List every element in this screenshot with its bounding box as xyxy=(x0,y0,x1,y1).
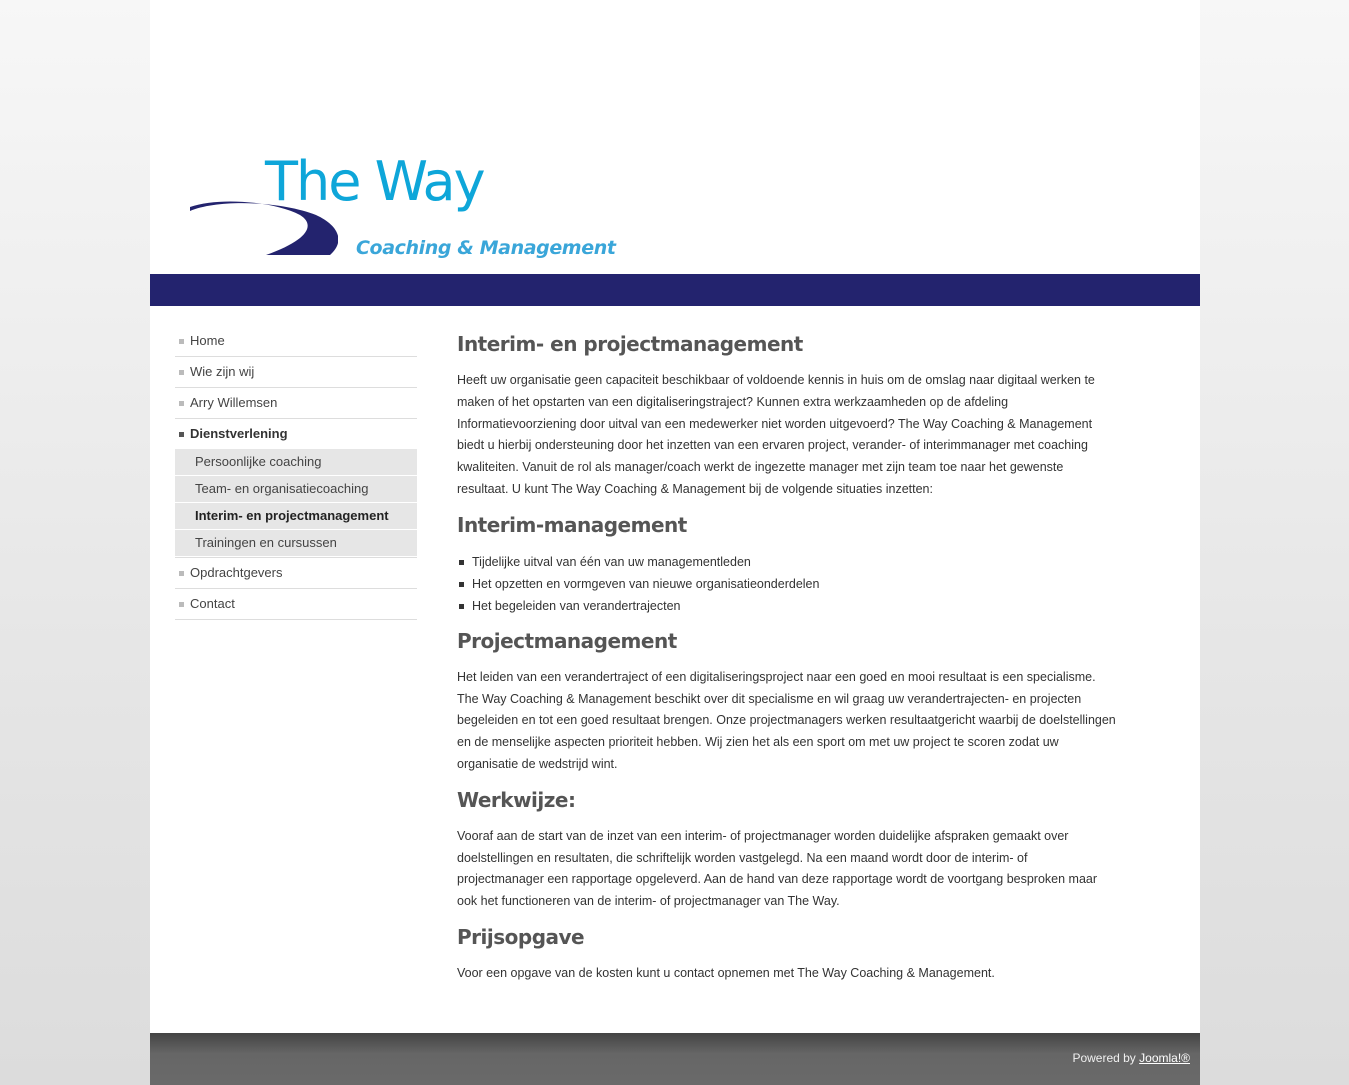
sidebar-nav xyxy=(175,326,417,620)
sidebar-item-label: Dienstverlening xyxy=(190,426,288,441)
sidebar-item-dienstverlening[interactable] xyxy=(175,419,417,449)
sidebar-item-contact[interactable] xyxy=(175,589,417,620)
subnav-item-trainingen[interactable]: Trainingen en cursussen xyxy=(175,530,417,556)
sidebar-item-arry-willemsen[interactable] xyxy=(175,388,417,419)
bullet-icon xyxy=(459,604,464,609)
sidebar-item-label: Wie zijn wij xyxy=(190,364,255,379)
intro-paragraph: Heeft uw organisatie geen capaciteit beschikbaar of voldoende kennis in huis om de omslag naar digitaal werken te maken of het opstarten van een digitaliseringstraject? Kunnen extra werkzaamheden op de afdeling Informatievoorziening door uitval van een medewerker niet worden uitgevoerd? The Way Coaching & Management biedt u hierbij ondersteuning door het inzetten van een ervaren project, verander- of interimmanager met coaching kwaliteiten. Vanuit de rol als manager/coach werkt de ingezette manager met zijn team toe naar het gewenste resultaat. U kunt The Way Coaching & Management bij de volgende situaties inzetten: xyxy=(457,373,1095,496)
sidebar-item-label: Home xyxy=(190,333,225,348)
sidebar-item-label: Arry Willemsen xyxy=(190,395,278,410)
bullet-icon xyxy=(459,582,464,587)
list-item xyxy=(457,551,1117,573)
werkwijze-heading: Werkwijze: xyxy=(457,787,576,812)
list-item xyxy=(457,573,1117,595)
bullet-icon xyxy=(179,401,184,406)
list-item xyxy=(457,595,1117,617)
interim-list xyxy=(457,551,1117,617)
logo-subtitle: Coaching & Management xyxy=(356,237,616,259)
sidebar-item-opdrachtgevers[interactable] xyxy=(175,558,417,589)
sidebar-item-label: Contact xyxy=(190,596,235,611)
page-container xyxy=(150,0,1200,1085)
joomla-link[interactable]: Joomla!® xyxy=(1139,1051,1190,1065)
list-item-text: Het opzetten en vormgeven van nieuwe organisatieonderdelen xyxy=(472,576,820,591)
bullet-icon xyxy=(179,339,184,344)
sidebar-item-label: Opdrachtgevers xyxy=(190,565,283,580)
subnav-item-team-coaching[interactable]: Team- en organisatiecoaching xyxy=(175,476,417,502)
navy-banner-bar xyxy=(150,274,1200,306)
subnav-item-interim-projectmanagement[interactable]: Interim- en projectmanagement xyxy=(175,503,417,529)
list-item-text: Het begeleiden van verandertrajecten xyxy=(472,598,681,613)
projectmanagement-heading: Projectmanagement xyxy=(457,628,677,653)
footer-credit xyxy=(1072,1051,1190,1065)
sidebar-subnav xyxy=(175,449,417,558)
bullet-icon xyxy=(179,370,184,375)
page-title: Interim- en projectmanagement xyxy=(457,332,803,356)
footer xyxy=(150,1033,1200,1085)
werkwijze-paragraph: Vooraf aan de start van de inzet van een interim- of projectmanager worden duidelijke afspraken gemaakt over doelstellingen en resultaten, die schriftelijk worden vastgelegd. Na een maand wordt door de interim- of projectmanager een rapportage opgeleverd. Aan de hand van deze rapportage wordt de voortgang besproken maar ook het functioneren van de interim- of projectmanager van The Way. xyxy=(457,828,1098,909)
powered-by-text: Powered by xyxy=(1072,1051,1140,1065)
logo-title: The Way xyxy=(265,150,484,213)
prijsopgave-heading: Prijsopgave xyxy=(457,924,585,949)
bullet-icon xyxy=(179,432,184,437)
projectmanagement-paragraph: Het leiden van een verandertraject of een digitaliseringsproject naar een goed en mooi resultaat is een specialisme. The Way Coaching & Management beschikt over dit specialisme en wil graag uw verandertrajecten- en projecten begeleiden en tot een goed resultaat brengen. Onze projectmanagers werken resultaatgericht waarbij de doelstellingen en de menselijke aspecten prioriteit hebben. Wij zien het als een sport om met uw project te scoren zodat uw organisatie de wedstrijd wint. xyxy=(457,669,1116,771)
subnav-item-persoonlijke-coaching[interactable]: Persoonlijke coaching xyxy=(175,449,417,475)
bullet-icon xyxy=(179,571,184,576)
header xyxy=(150,0,1200,274)
bullet-icon xyxy=(179,602,184,607)
bullet-icon xyxy=(459,560,464,565)
site-logo[interactable] xyxy=(188,145,616,265)
main-content xyxy=(457,330,1117,995)
prijsopgave-paragraph: Voor een opgave van de kosten kunt u contact opnemen met The Way Coaching & Management. xyxy=(457,965,995,980)
list-item-text: Tijdelijke uitval van één van uw managementleden xyxy=(472,554,751,569)
sidebar-item-home[interactable] xyxy=(175,326,417,357)
sidebar-item-wie-zijn-wij[interactable] xyxy=(175,357,417,388)
interim-heading: Interim-management xyxy=(457,512,687,537)
